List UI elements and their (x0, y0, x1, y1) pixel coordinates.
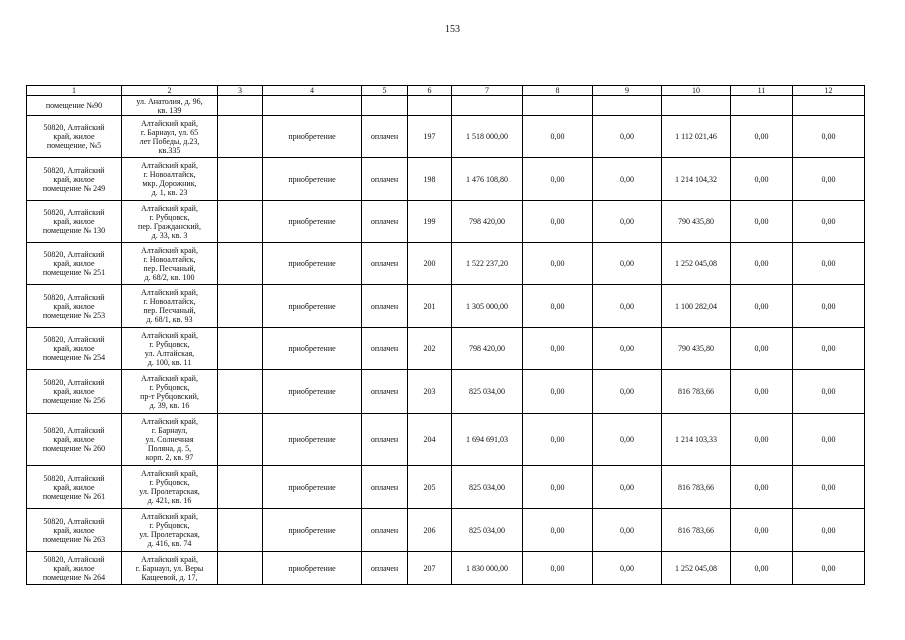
table-cell: приобретение (263, 370, 362, 414)
table-cell: 0,00 (523, 466, 593, 509)
table-cell: 0,00 (731, 158, 793, 201)
table-header (27, 86, 865, 96)
table-cell: 825 034,00 (452, 466, 523, 509)
table-cell (218, 552, 263, 585)
table-cell: 798 420,00 (452, 201, 523, 243)
table-cell: оплачен (362, 328, 408, 370)
table-cell: 0,00 (793, 285, 865, 328)
page-number: 153 (445, 24, 460, 35)
table-cell: 1 476 108,80 (452, 158, 523, 201)
property-table (26, 85, 865, 585)
column-header: 8 (523, 86, 593, 96)
table-cell: 0,00 (593, 116, 662, 158)
table-cell (593, 96, 662, 116)
column-header: 11 (731, 86, 793, 96)
table-cell: Алтайский край, г. Рубцовск, пер. Гражданский, д. 33, кв. 3 (122, 201, 218, 243)
table-cell: 816 783,66 (662, 370, 731, 414)
table-cell: 798 420,00 (452, 328, 523, 370)
table-cell: оплачен (362, 370, 408, 414)
table-cell: 50820, Алтайский край, жилое помещение № 254 (27, 328, 122, 370)
table-cell: приобретение (263, 328, 362, 370)
table-cell: 0,00 (793, 158, 865, 201)
table-cell: 1 518 000,00 (452, 116, 523, 158)
table-cell: оплачен (362, 466, 408, 509)
table-cell: Алтайский край, г. Новоалтайск, пер. Песчаный, д. 68/1, кв. 93 (122, 285, 218, 328)
table-cell: 203 (408, 370, 452, 414)
table-cell: 0,00 (593, 552, 662, 585)
table-cell (218, 414, 263, 466)
table-cell: 0,00 (523, 201, 593, 243)
table-cell: приобретение (263, 201, 362, 243)
column-header: 4 (263, 86, 362, 96)
table-cell: 0,00 (523, 552, 593, 585)
table-cell: 0,00 (731, 466, 793, 509)
table-cell: ул. Анатолия, д. 96, кв. 139 (122, 96, 218, 116)
table-cell: приобретение (263, 243, 362, 285)
table-cell: 0,00 (523, 328, 593, 370)
table-cell: 0,00 (523, 509, 593, 552)
table-cell (662, 96, 731, 116)
table-cell: 1 252 045,08 (662, 243, 731, 285)
table-cell (218, 328, 263, 370)
table-cell (218, 243, 263, 285)
table-row (27, 509, 865, 552)
table-cell: 0,00 (523, 285, 593, 328)
table-cell: 0,00 (793, 414, 865, 466)
table-cell (218, 201, 263, 243)
table-row (27, 552, 865, 585)
table-cell: 0,00 (523, 158, 593, 201)
table-cell: 0,00 (593, 328, 662, 370)
table-cell: 1 214 103,33 (662, 414, 731, 466)
column-header: 1 (27, 86, 122, 96)
table-cell: приобретение (263, 509, 362, 552)
table-cell: 1 830 000,00 (452, 552, 523, 585)
table-cell (218, 96, 263, 116)
table-cell: 1 522 237,20 (452, 243, 523, 285)
table-cell: приобретение (263, 158, 362, 201)
column-header: 10 (662, 86, 731, 96)
table-cell: 50820, Алтайский край, жилое помещение № 263 (27, 509, 122, 552)
table-row (27, 201, 865, 243)
table-cell: приобретение (263, 466, 362, 509)
table-cell: 201 (408, 285, 452, 328)
table-cell: 50820, Алтайский край, жилое помещение № 260 (27, 414, 122, 466)
table-cell: 0,00 (593, 158, 662, 201)
table-row (27, 328, 865, 370)
table-cell: оплачен (362, 509, 408, 552)
table-row (27, 96, 865, 116)
table-cell: 790 435,80 (662, 201, 731, 243)
table-cell: 200 (408, 243, 452, 285)
table-cell: 0,00 (593, 285, 662, 328)
table-cell: 204 (408, 414, 452, 466)
table-cell: 207 (408, 552, 452, 585)
table-cell (362, 96, 408, 116)
table-cell: 205 (408, 466, 452, 509)
table-cell: 0,00 (523, 370, 593, 414)
table-cell (218, 509, 263, 552)
table-cell: 0,00 (793, 466, 865, 509)
table-cell: Алтайский край, г. Рубцовск, ул. Пролетарская, д. 421, кв. 16 (122, 466, 218, 509)
table-cell: 0,00 (593, 201, 662, 243)
table-cell (218, 370, 263, 414)
table-cell: Алтайский край, г. Барнаул, ул. Веры Кащеевой, д. 17, (122, 552, 218, 585)
table-cell: 1 305 000,00 (452, 285, 523, 328)
table-cell: 825 034,00 (452, 509, 523, 552)
table-cell: Алтайский край, г. Новоалтайск, мкр. Дорожник, д. 1, кв. 23 (122, 158, 218, 201)
table-cell: 0,00 (731, 243, 793, 285)
table-cell: 0,00 (793, 201, 865, 243)
table-cell: оплачен (362, 285, 408, 328)
table-cell: помещение №90 (27, 96, 122, 116)
table-cell: Алтайский край, г. Барнаул, ул. 65 лет Победы, д.23, кв.335 (122, 116, 218, 158)
table-cell: 0,00 (593, 509, 662, 552)
table-cell: 0,00 (731, 201, 793, 243)
table-cell: 50820, Алтайский край, жилое помещение № 256 (27, 370, 122, 414)
table-cell: Алтайский край, г. Рубцовск, пр-т Рубцовский, д. 39, кв. 16 (122, 370, 218, 414)
table-cell: 1 252 045,08 (662, 552, 731, 585)
table-cell: 50820, Алтайский край, жилое помещение № 253 (27, 285, 122, 328)
table-row (27, 243, 865, 285)
table-cell: 206 (408, 509, 452, 552)
table-cell (793, 96, 865, 116)
column-header: 6 (408, 86, 452, 96)
table-cell: 0,00 (793, 370, 865, 414)
table-cell: 198 (408, 158, 452, 201)
table-cell: 50820, Алтайский край, жилое помещение № 261 (27, 466, 122, 509)
table-cell: 0,00 (731, 552, 793, 585)
column-header: 7 (452, 86, 523, 96)
table-cell (218, 466, 263, 509)
table-cell: 0,00 (593, 243, 662, 285)
column-header: 9 (593, 86, 662, 96)
table-cell (218, 285, 263, 328)
table-cell: 0,00 (793, 552, 865, 585)
table-cell: 0,00 (731, 509, 793, 552)
table-cell: Алтайский край, г. Рубцовск, ул. Пролетарская, д. 416, кв. 74 (122, 509, 218, 552)
table-cell: Алтайский край, г. Новоалтайск, пер. Песчаный, д. 68/2, кв. 100 (122, 243, 218, 285)
table-cell: 50820, Алтайский край, жилое помещение, №5 (27, 116, 122, 158)
table-cell: 199 (408, 201, 452, 243)
table-cell: 0,00 (523, 414, 593, 466)
table-cell: 1 214 104,32 (662, 158, 731, 201)
table-cell: 1 694 691,03 (452, 414, 523, 466)
table-row (27, 285, 865, 328)
table-row (27, 414, 865, 466)
table-cell: 202 (408, 328, 452, 370)
table-cell: 1 100 282,04 (662, 285, 731, 328)
table-cell (408, 96, 452, 116)
table-cell: 0,00 (593, 370, 662, 414)
table-cell: оплачен (362, 158, 408, 201)
table-cell (523, 96, 593, 116)
table-cell (218, 158, 263, 201)
table-body (27, 96, 865, 585)
table-cell: Алтайский край, г. Рубцовск, ул. Алтайская, д. 100, кв. 11 (122, 328, 218, 370)
table-cell: 50820, Алтайский край, жилое помещение № 130 (27, 201, 122, 243)
table-cell: 0,00 (731, 414, 793, 466)
table-cell: 0,00 (793, 509, 865, 552)
table-cell: оплачен (362, 116, 408, 158)
column-header: 5 (362, 86, 408, 96)
table-cell: 50820, Алтайский край, жилое помещение № 264 (27, 552, 122, 585)
table-cell: оплачен (362, 414, 408, 466)
table-cell (731, 96, 793, 116)
table-cell: 0,00 (593, 466, 662, 509)
table-cell: приобретение (263, 552, 362, 585)
column-header: 3 (218, 86, 263, 96)
table-cell: оплачен (362, 552, 408, 585)
table-cell: 0,00 (731, 370, 793, 414)
table-cell: приобретение (263, 116, 362, 158)
table-cell: 816 783,66 (662, 466, 731, 509)
table-cell: 197 (408, 116, 452, 158)
column-header: 12 (793, 86, 865, 96)
table-cell: 0,00 (793, 328, 865, 370)
table-cell: 50820, Алтайский край, жилое помещение № 249 (27, 158, 122, 201)
table-cell: оплачен (362, 201, 408, 243)
table-cell: 790 435,80 (662, 328, 731, 370)
table-cell: 825 034,00 (452, 370, 523, 414)
table-cell: 816 783,66 (662, 509, 731, 552)
table-cell: Алтайский край, г. Барнаул, ул. Солнечная Поляна, д. 5, корп. 2, кв. 97 (122, 414, 218, 466)
table-row (27, 466, 865, 509)
table-cell: 0,00 (793, 116, 865, 158)
table-cell (218, 116, 263, 158)
table-cell: 0,00 (593, 414, 662, 466)
table-cell: 1 112 021,46 (662, 116, 731, 158)
table-cell: 50820, Алтайский край, жилое помещение № 251 (27, 243, 122, 285)
table-cell: 0,00 (523, 243, 593, 285)
table-cell: приобретение (263, 285, 362, 328)
table-cell: 0,00 (731, 328, 793, 370)
table-cell (452, 96, 523, 116)
table-cell: 0,00 (523, 116, 593, 158)
table-cell: 0,00 (731, 116, 793, 158)
table-cell (263, 96, 362, 116)
table-cell: оплачен (362, 243, 408, 285)
table-cell: 0,00 (793, 243, 865, 285)
table-row (27, 116, 865, 158)
table-cell: приобретение (263, 414, 362, 466)
table-cell: 0,00 (731, 285, 793, 328)
column-header: 2 (122, 86, 218, 96)
table-row (27, 370, 865, 414)
table-row (27, 158, 865, 201)
